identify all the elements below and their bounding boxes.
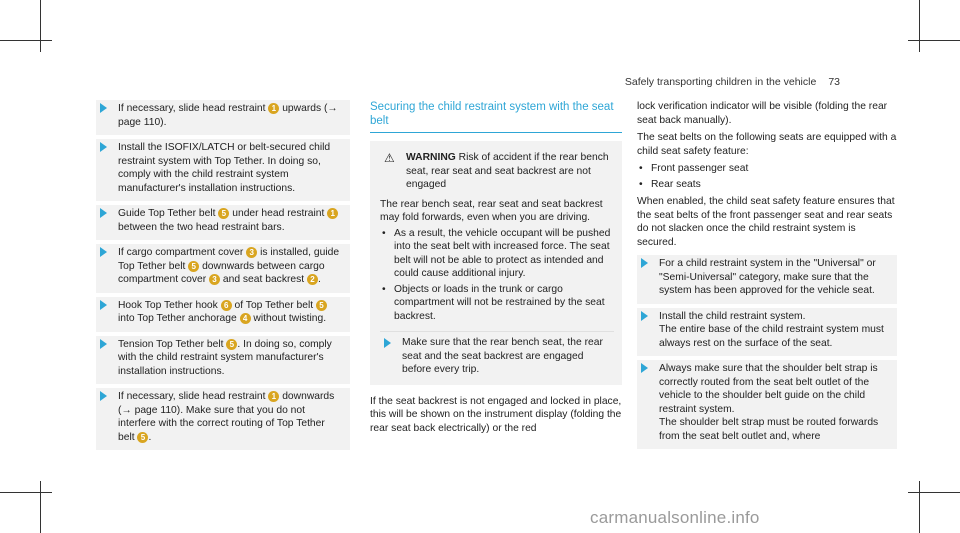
step-text: If necessary, slide head restraint 1 downwards (→ page 110). Make sure that you do not interfere with the correct routing of Top Tether belt 5 . bbox=[118, 391, 335, 443]
page-reference-link[interactable]: page 110). bbox=[118, 116, 167, 128]
crop-mark bbox=[919, 481, 920, 533]
step-note: The shoulder belt strap must be routed forwards from the seat belt outlet and, where bbox=[659, 417, 879, 442]
step-text: If necessary, slide head restraint 1 upwards (→ page 110). bbox=[118, 103, 338, 128]
instruction-step bbox=[637, 308, 897, 357]
column-2 bbox=[370, 100, 622, 435]
list-item: • Rear seats bbox=[637, 178, 897, 192]
callout-badge: 5 bbox=[188, 261, 199, 272]
section-title: Securing the child restraint system with the seat belt bbox=[370, 100, 622, 133]
list-item: • As a result, the vehicle occupant will be pushed into the seat belt with increased force. The seat belt will not be able to protect as intended and could cause additional injury. bbox=[380, 227, 614, 281]
body-paragraph: When enabled, the child seat safety feature ensures that the seat belts of the front passenger seat and rear seats do not slacken once the child restraint system is secured. bbox=[637, 196, 895, 248]
column-3 bbox=[637, 100, 897, 453]
cross-reference-arrow-icon: → bbox=[121, 404, 132, 416]
callout-badge: 5 bbox=[226, 339, 237, 350]
step-arrow-icon bbox=[100, 300, 107, 310]
instruction-step bbox=[96, 139, 350, 201]
instruction-step bbox=[637, 255, 897, 304]
step-text: Make sure that the rear bench seat, the rear seat and the seat backrest are engaged before every trip. bbox=[402, 337, 603, 375]
callout-badge: 5 bbox=[137, 432, 148, 443]
callout-badge: 1 bbox=[268, 103, 279, 114]
warning-box bbox=[370, 141, 622, 385]
crop-mark bbox=[0, 492, 52, 493]
callout-badge: 3 bbox=[246, 247, 257, 258]
step-arrow-icon bbox=[100, 103, 107, 113]
step-arrow-icon bbox=[100, 247, 107, 257]
seat-bullet-list bbox=[637, 162, 897, 191]
instruction-step bbox=[96, 244, 350, 293]
cross-reference-arrow-icon: → bbox=[327, 103, 338, 114]
warning-bullet-list bbox=[380, 227, 614, 324]
callout-badge: 1 bbox=[268, 391, 279, 402]
column-1 bbox=[96, 100, 350, 454]
page-header-title: Safely transporting children in the vehicle bbox=[624, 76, 817, 88]
step-note: The entire base of the child restraint system must always rest on the surface of the seat. bbox=[659, 324, 884, 349]
instruction-step bbox=[637, 360, 897, 449]
step-text: Install the child restraint system. bbox=[659, 310, 806, 322]
step-text: Guide Top Tether belt 5 under head restraint 1 between the two head restraint bars. bbox=[118, 207, 344, 234]
page-header bbox=[625, 76, 840, 88]
crop-mark bbox=[40, 0, 41, 52]
crop-mark bbox=[908, 492, 960, 493]
page-reference-link[interactable]: page 110). Make sure that you do not interfere with the correct routing of Top Tether belt bbox=[118, 404, 325, 443]
step-arrow-icon bbox=[100, 339, 107, 349]
body-paragraph: The seat belts on the following seats are equipped with a child seat safety feature: bbox=[637, 132, 897, 157]
instruction-step bbox=[96, 100, 350, 135]
watermark: carmanualsonline.info bbox=[590, 508, 760, 527]
callout-badge: 5 bbox=[218, 208, 229, 219]
instruction-step bbox=[96, 205, 350, 240]
step-text: For a child restraint system in the "Universal" or "Semi-Universal" category, make sure that the system has been approved for the vehicle seat. bbox=[659, 258, 876, 296]
body-paragraph: lock verification indicator will be visible (folding the rear seat back manually). bbox=[637, 101, 888, 126]
step-text: Hook Top Tether hook 6 of Top Tether belt 5 into Top Tether anchorage 4 without twisting. bbox=[118, 299, 327, 324]
crop-mark bbox=[0, 40, 52, 41]
crop-mark bbox=[40, 481, 41, 533]
instruction-step bbox=[96, 336, 350, 385]
step-text: Always make sure that the shoulder belt strap is correctly routed from the seat belt outlet of the vehicle to the shoulder belt guide on the child restraint system. bbox=[659, 363, 878, 415]
step-text: Tension Top Tether belt 5 . In doing so, comply with the child restraint system manufacturer's installation instructions. bbox=[118, 338, 332, 377]
step-arrow-icon bbox=[100, 208, 107, 218]
body-paragraph: If the seat backrest is not engaged and locked in place, this will be shown on the instrument display (folding the rear seat back electrically) or the red bbox=[370, 395, 622, 434]
warning-header bbox=[380, 151, 614, 192]
step-text: Install the ISOFIX/LATCH or belt-secured child restraint system with Top Tether. In doing so, comply with the child restraint system manufacturer's installation instructions. bbox=[118, 142, 331, 194]
instruction-step bbox=[96, 297, 350, 332]
list-item: • Objects or loads in the trunk or cargo compartment will not be restrained by the seat backrest. bbox=[380, 283, 614, 324]
crop-mark bbox=[908, 40, 960, 41]
step-arrow-icon bbox=[100, 142, 107, 152]
callout-badge: 3 bbox=[209, 274, 220, 285]
warning-heading: Risk of accident if the rear bench seat, rear seat and seat backrest are not engaged bbox=[406, 152, 609, 190]
callout-badge: 5 bbox=[316, 300, 327, 311]
step-arrow-icon bbox=[641, 258, 648, 268]
step-text: If cargo compartment cover 3 is installed, guide Top Tether belt 5 downwards between cargo compartment cover 3 and seat backrest 2 . bbox=[118, 247, 340, 285]
step-arrow-icon bbox=[641, 311, 648, 321]
callout-badge: 2 bbox=[307, 274, 318, 285]
step-arrow-icon bbox=[384, 338, 391, 348]
warning-triangle-icon: ⚠ bbox=[384, 151, 395, 165]
callout-badge: 4 bbox=[240, 313, 251, 324]
warning-label: WARNING bbox=[406, 152, 456, 163]
callout-badge: 1 bbox=[327, 208, 338, 219]
warning-body: The rear bench seat, rear seat and seat backrest may fold forwards, even when you are driving. bbox=[380, 198, 603, 223]
instruction-step bbox=[380, 331, 614, 377]
instruction-step bbox=[96, 388, 350, 450]
step-arrow-icon bbox=[100, 391, 107, 401]
callout-badge: 6 bbox=[221, 300, 232, 311]
page-number: 73 bbox=[828, 76, 840, 88]
crop-mark bbox=[919, 0, 920, 52]
step-arrow-icon bbox=[641, 363, 648, 373]
list-item: • Front passenger seat bbox=[637, 162, 897, 176]
